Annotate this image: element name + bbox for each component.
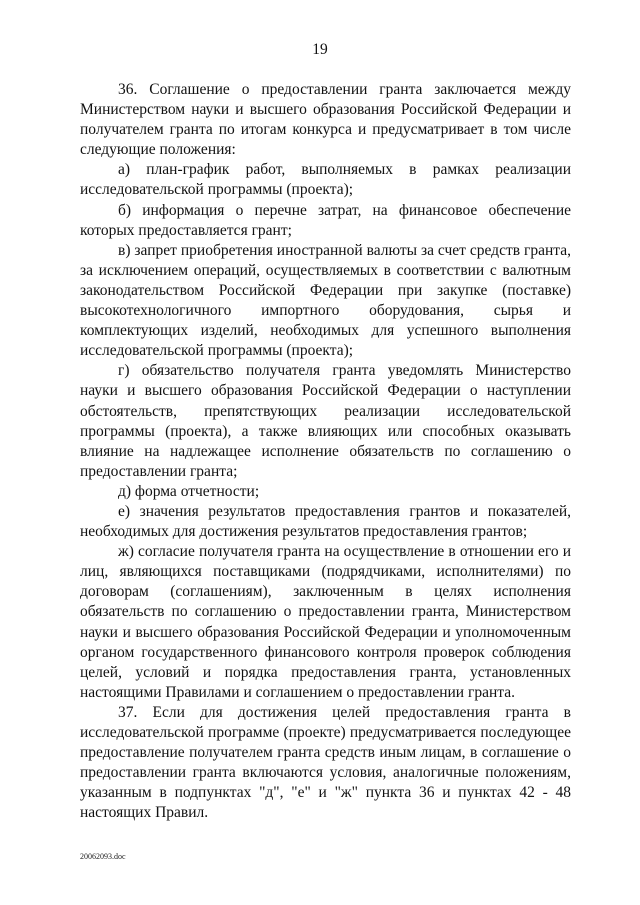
page-number: 19 (312, 41, 328, 58)
footer-filename: 20062093.doc (80, 852, 126, 861)
paragraph-36-d: д) форма отчетности; (118, 482, 260, 500)
paragraph-36-b: б) информация о перечне затрат, на финансовое обеспечение которых предоставляется грант; (80, 201, 571, 239)
paragraph-37: 37. Если для достижения целей предоставления гранта в исследовательской программе (проекте) предусматривается последующее предоставление получателем гранта средств иным лицам, в соглашение о предоставлении гранта включаются условия, аналогичные положениям, указанным в подпунктах "д", "е" и "ж" пункта 36 и пунктах 42 - 48 настоящих Правил. (80, 703, 571, 822)
document-body (80, 80, 571, 823)
paragraph-36-e: е) значения результатов предоставления грантов и показателей, необходимых для достижения результатов предоставления грантов; (80, 502, 571, 541)
paragraph-36-g: г) обязательство получателя гранта уведомлять Министерство науки и высшего образования Российской Федерации о наступлении обстоятельств, препятствующих реализации исследовательской программы (проекта), а также влияющих или способных оказывать влияние на надлежащее исполнение обязательств по соглашению о предоставлении гранта; (80, 362, 571, 480)
paragraph-36: 36. Соглашение о предоставлении гранта заключается между Министерством науки и высшего образования Российской Федерации и получателем гранта по итогам конкурса и предусматривает в том числе следующие положения: (80, 81, 571, 159)
paragraph-36-a: а) план-график работ, выполняемых в рамках реализации исследовательской программы (проекта); (80, 161, 571, 199)
paragraph-36-v: в) запрет приобретения иностранной валюты за счет средств гранта, за исключением операций, осуществляемых в соответствии с валютным законодательством Российской Федерации при закупке (поставке) высокотехнологичного импортного оборудования, сырья и комплектующих изделий, необходимых для успешного выполнения исследовательской программы (проекта); (80, 241, 571, 360)
paragraph-36-zh: ж) согласие получателя гранта на осуществление в отношении его и лиц, являющихся поставщиками (подрядчиками, исполнителями) по договорам (соглашениям), заключенным в целях исполнения обязательств по соглашению о предоставлении гранта, Министерством науки и высшего образования Российской Федерации и уполномоченным органом государственного финансового контроля проверок соблюдения целей, условий и порядка предоставления гранта, установленных настоящими Правилами и соглашением о предоставлении гранта. (80, 543, 571, 701)
